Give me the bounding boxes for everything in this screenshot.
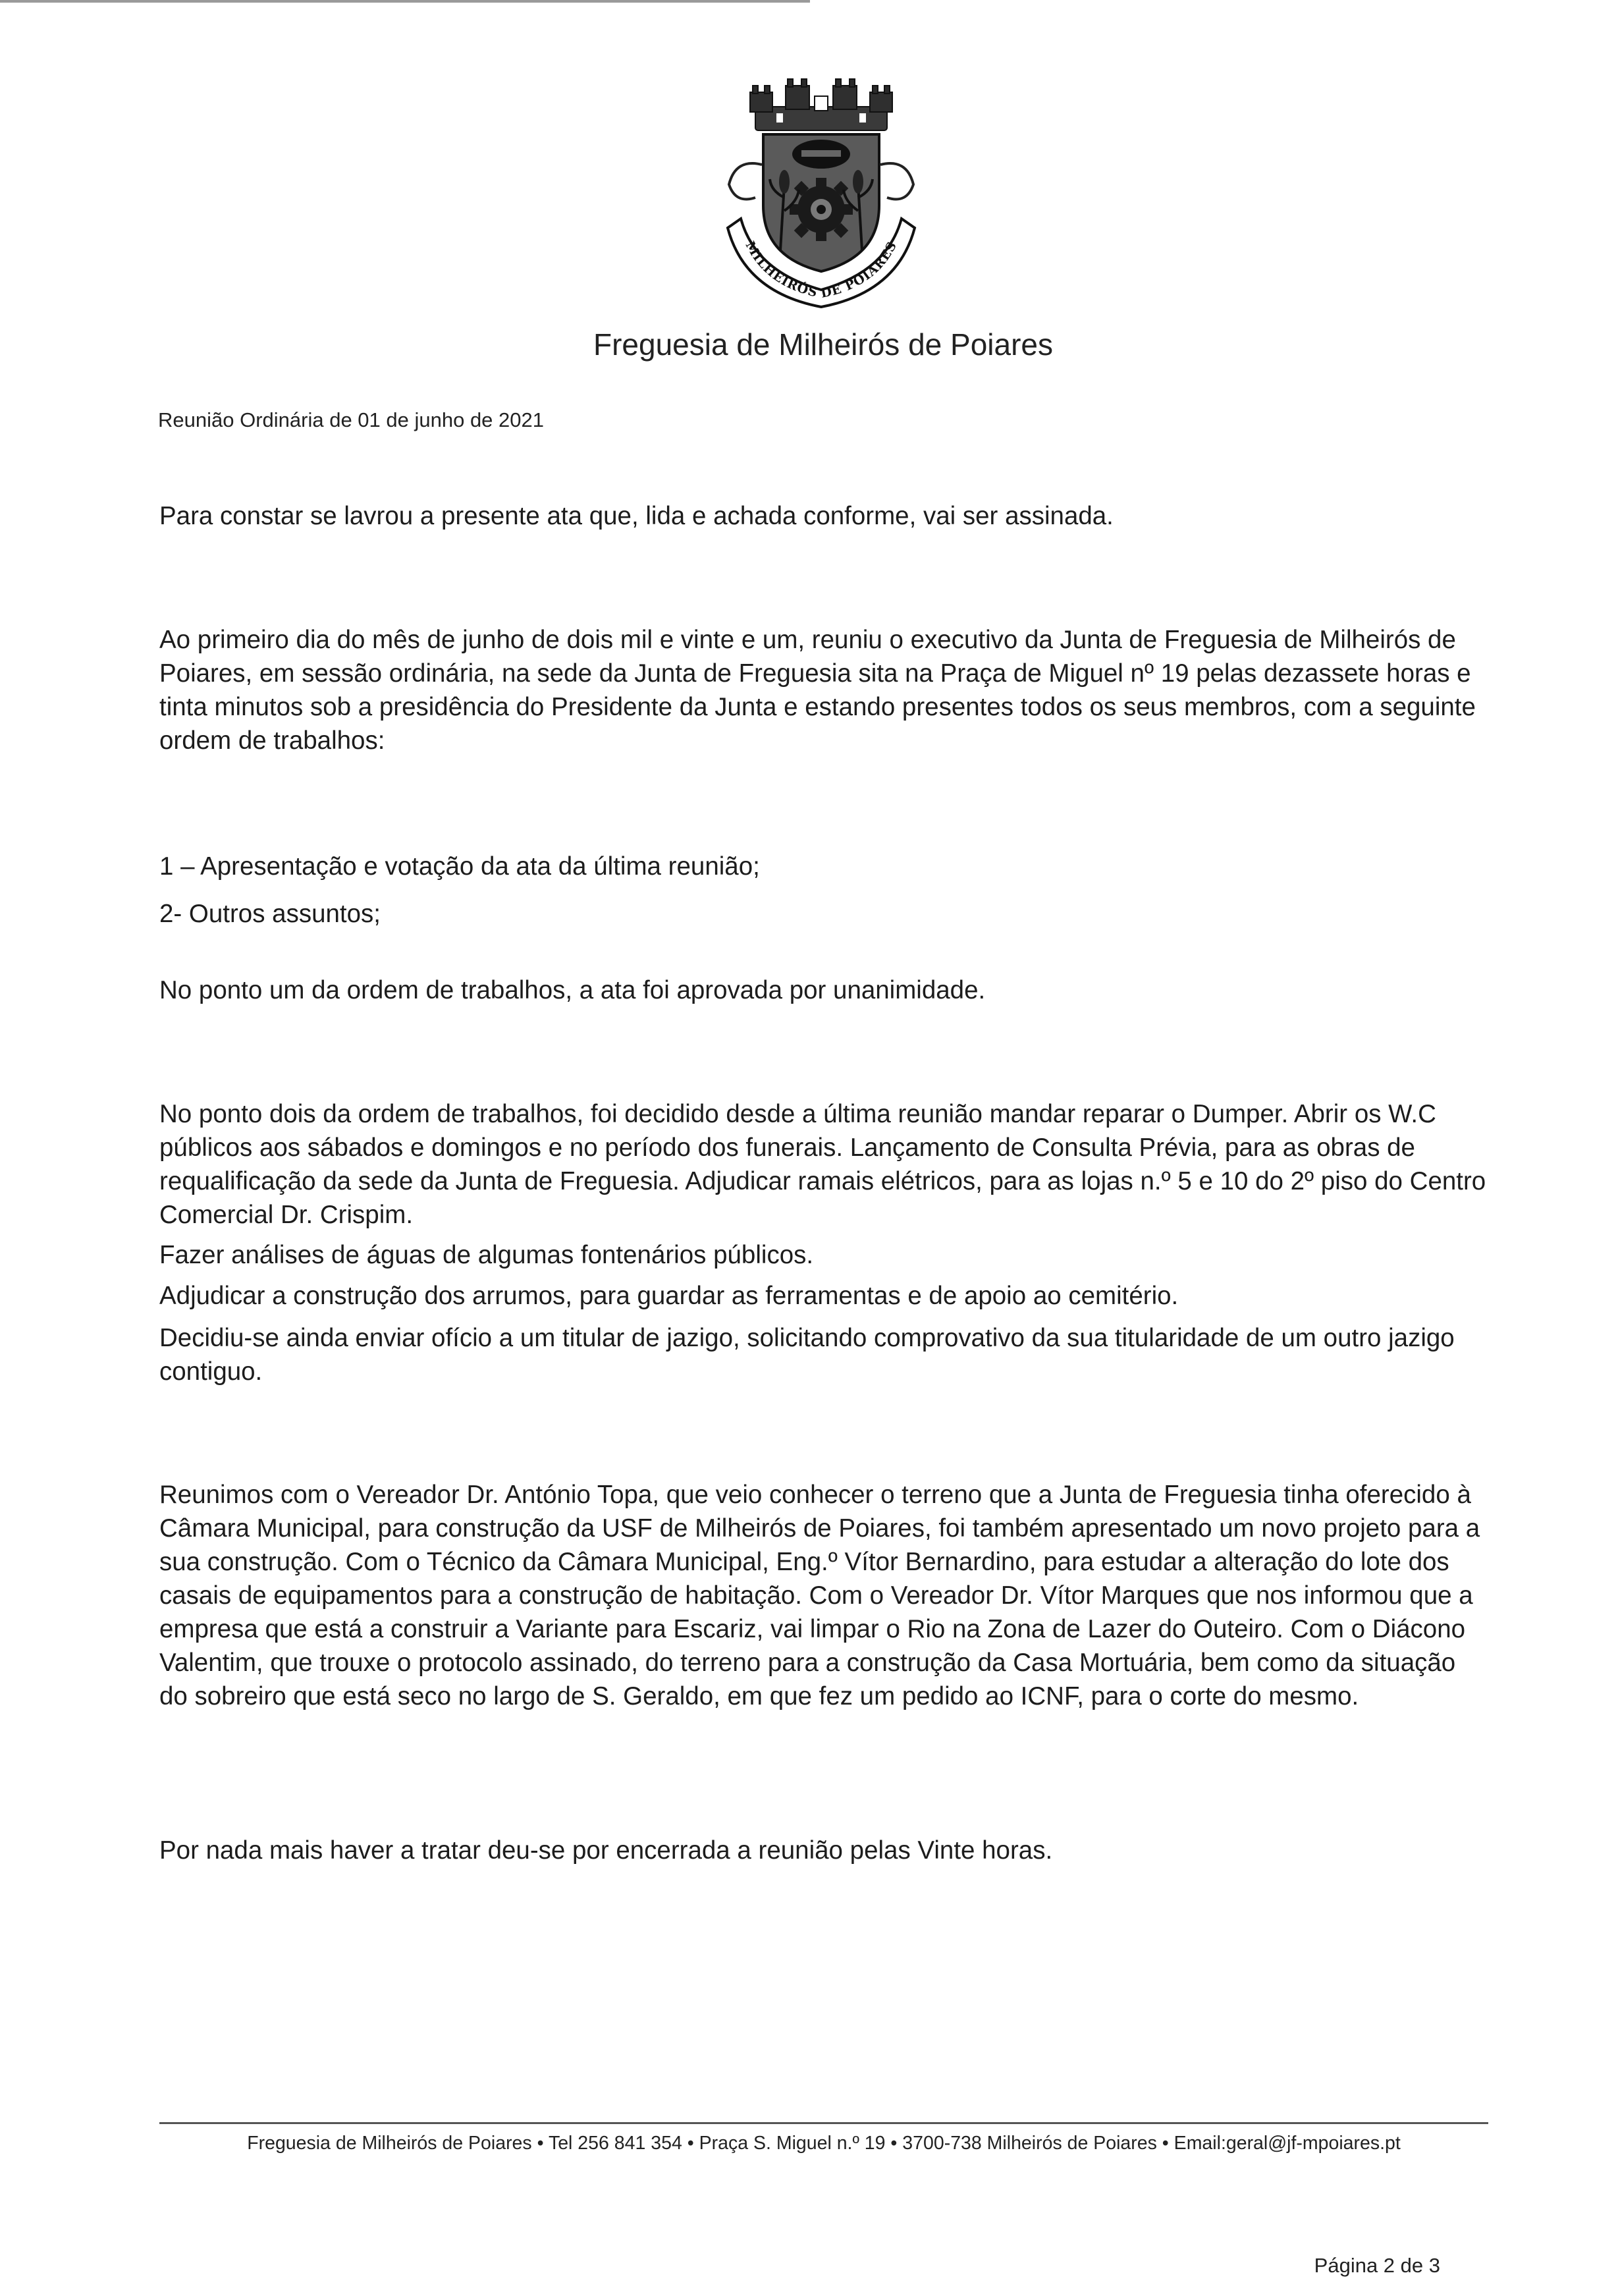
top-scan-rule <box>0 0 810 3</box>
footer-divider <box>159 2122 1488 2124</box>
paragraph-jazigo: Decidiu-se ainda enviar ofício a um titular de jazigo, solicitando comprovativo da sua titularidade de um outro jazigo contiguo. <box>159 1324 1455 1386</box>
municipal-coat-of-arms-icon <box>703 66 940 316</box>
paragraph-storage: Adjudicar a construção dos arrumos, para guardar as ferramentas e de apoio ao cemitério. <box>159 1282 1179 1310</box>
agenda-item: 2- Outros assuntos; <box>159 900 381 928</box>
paragraph-point-two: No ponto dois da ordem de trabalhos, foi decidido desde a última reunião mandar reparar o Dumper. Abrir os W.C públicos aos sábados e domingos e no período dos funerais. Lançamento de Consulta Prévia, para as obras de requalificação da sede da Junta de Freguesia. Adjudicar ramais elétricos, para as lojas n.º 5 e 10 do 2º piso do Centro Comercial Dr. Crispim. <box>159 1100 1486 1229</box>
cogwheel-icon <box>790 178 853 241</box>
meeting-date: Reunião Ordinária de 01 de junho de 2021 <box>158 408 545 431</box>
page-title: Freguesia de Milheirós de Poiares <box>593 327 1054 362</box>
agenda-item: 1 – Apresentação e votação da ata da última reunião; <box>159 852 760 881</box>
page-number: Página 2 de 3 <box>1314 2254 1440 2277</box>
paragraph-point-one: No ponto um da ordem de trabalhos, a ata foi aprovada por unanimidade. <box>159 976 986 1004</box>
crest-ribbon-text: MILHEIRÓS DE POIARES <box>742 238 900 302</box>
mural-crown-icon <box>750 79 892 130</box>
paragraph-meeting-details: Ao primeiro dia do mês de junho de dois mil e vinte e um, reuniu o executivo da Junta de Freguesia de Milheirós de Poiares, em sessão ordinária, na sede da Junta de Freguesia sita na Praça de Miguel nº 19 pelas dezassete horas e tinta minutos sob a presidência do Presidente da Junta e estando presentes todos os seus membros, com a seguinte ordem de trabalhos: <box>159 626 1476 755</box>
paragraph-water-analysis: Fazer análises de águas de algumas fontenários públicos. <box>159 1241 814 1269</box>
paragraph-meetings: Reunimos com o Vereador Dr. António Topa, que veio conhecer o terreno que a Junta de Freguesia tinha oferecido à Câmara Municipal, para construção da USF de Milheirós de Poiares, foi também apresentado um novo projeto para a sua construção. Com o Técnico da Câmara Municipal, Eng.º Vítor Bernardino, para estudar a alteração do lote dos casais de equipamentos para a construção de habitação. Com o Vereador Dr. Vítor Marques que nos informou que a empresa que está a construir a Variante para Escariz, vai limpar o Rio na Zona de Lazer do Outeiro. Com o Diácono Valentim, que trouxe o protocolo assinado, do terreno para a construção da Casa Mortuária, bem como da situação do sobreiro que está seco no largo de S. Geraldo, em que fez um pedido ao ICNF, para o corte do mesmo. <box>159 1481 1480 1710</box>
paragraph-opening: Para constar se lavrou a presente ata que, lida e achada conforme, vai ser assinada. <box>159 502 1114 530</box>
paragraph-closing: Por nada mais haver a tratar deu-se por encerrada a reunião pelas Vinte horas. <box>159 1836 1053 1865</box>
footer-contact: Freguesia de Milheirós de Poiares • Tel 256 841 354 • Praça S. Miguel n.º 19 • 3700-738 Milheirós de Poiares • Email:geral@jf-mpoiares.pt <box>247 2133 1401 2154</box>
